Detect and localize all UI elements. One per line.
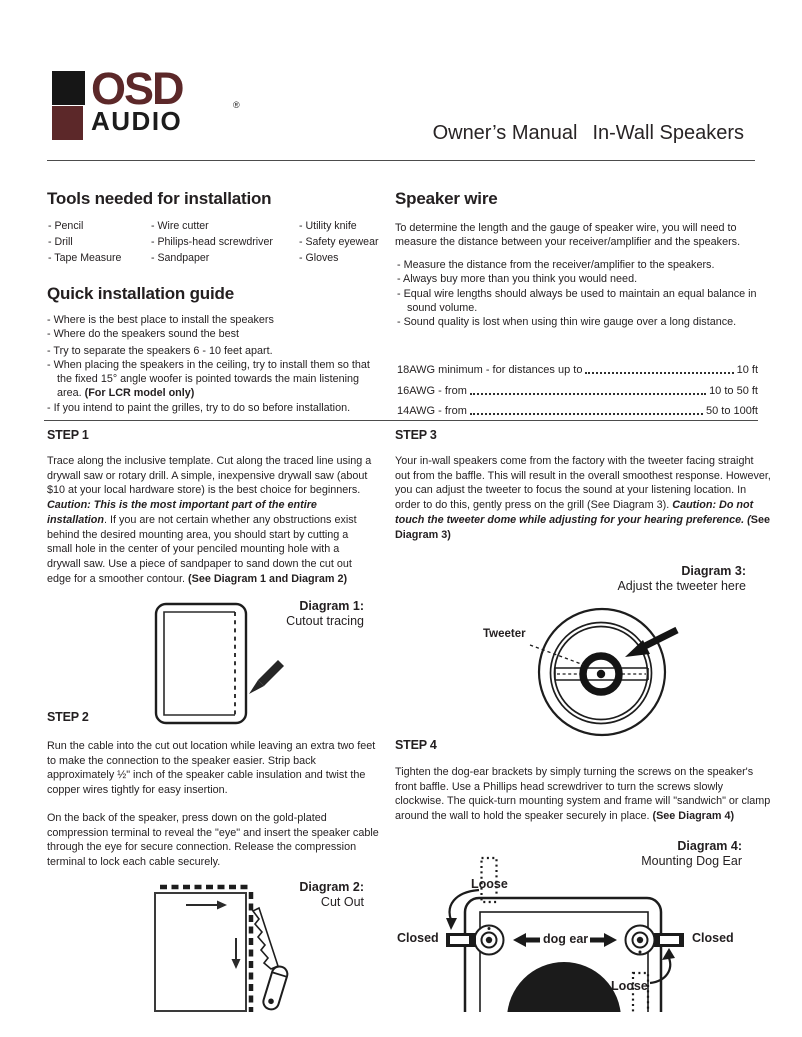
awg-label: 18AWG minimum - for distances up to (397, 364, 583, 377)
page-title (433, 122, 744, 145)
drywall-saw-handle (262, 965, 290, 1012)
list-item: - Where do the speakers sound the best (47, 328, 240, 341)
tools-col-3 (299, 219, 389, 266)
tools-col-1 (48, 219, 151, 266)
tool-item: - Wire cutter (151, 220, 209, 232)
speaker-wire-heading: Speaker wire (395, 189, 498, 208)
right-screw-center (637, 937, 643, 943)
list-item: - Try to separate the speakers 6 - 10 feet apart. (47, 344, 273, 357)
awg-label: 14AWG - from (397, 405, 467, 418)
tool-item: - Sandpaper (151, 251, 210, 264)
logo-black-square (52, 71, 85, 105)
dotted-leader (470, 411, 703, 415)
diagram3-title: Diagram 3: (681, 564, 746, 578)
step1-heading: STEP 1 (47, 428, 89, 442)
awg-row (397, 376, 758, 396)
awg-row (397, 397, 758, 417)
dog-ear-arrow-right-head (604, 933, 617, 947)
arrowhead-right (217, 901, 227, 910)
logo-osd-text: OSD (91, 63, 183, 114)
quick-guide-heading: Quick installation guide (47, 284, 234, 303)
drywall-saw-blade (253, 908, 278, 969)
cutout-rectangle (155, 893, 246, 1011)
arrowhead-down (232, 959, 241, 969)
speaker-wire-intro: To determine the length and the gauge of speaker wire, you will need to measure the distance between your receiver/amplifier and the speakers. (395, 222, 741, 249)
dotted-leader (585, 370, 733, 374)
closed-label-right: Closed (692, 931, 734, 945)
tool-item: - Safety eyewear (299, 235, 379, 248)
step1-text: Trace along the inclusive template. Cut along the traced line using a drywall saw or rotary drill. A simple, inexpensive drywall saw (about $10 at your local hardware store) is the best choice for beginners. Caution: This is the most important part of the entire installation. If you are not certain whether any obstructions exist behind the desired mounting area, you should start by cutting a small hole in the center of your penciled mounting hole with a drywall saw. Use a piece of sandpaper to sand down the cut out edge for a smoother contour. (See Diagram 1 and Diagram 2) (47, 455, 372, 585)
dog-ear-label: dog ear (543, 932, 589, 946)
logo-maroon-square (52, 106, 83, 140)
loose-dog-ear-bottom (633, 973, 648, 1012)
tool-item: - Tape Measure (48, 251, 122, 264)
awg-table (397, 356, 758, 417)
step3-heading: STEP 3 (395, 428, 437, 442)
closed-tab-right-slot (660, 936, 679, 944)
loose-label-top: Loose (471, 877, 508, 891)
closed-tab-left-slot (450, 936, 469, 944)
page-title-right: In-Wall Speakers (592, 122, 744, 144)
diagram1-title: Diagram 1: (299, 599, 364, 613)
template-inner-outline (164, 612, 235, 715)
section-divider (44, 420, 758, 421)
diagram3-caption: Adjust the tweeter here (617, 579, 746, 593)
awg-value: 50 to 100ft (706, 405, 758, 418)
tool-item: - Pencil (48, 220, 84, 232)
diagram2-cut-out-figure (148, 878, 313, 1018)
tool-item: - Philips-head screwdriver (151, 235, 273, 248)
dotted-leader (470, 391, 706, 395)
template-outer-frame (156, 604, 246, 723)
logo-squares (52, 71, 85, 140)
woofer (507, 962, 621, 1012)
awg-value: 10 to 50 ft (709, 384, 758, 397)
loose-label-bottom: Loose (611, 979, 648, 993)
diagram3-label (584, 564, 746, 594)
step2-heading: STEP 2 (47, 710, 89, 724)
tool-item: - Utility knife (299, 220, 357, 232)
registered-mark: ® (233, 100, 240, 110)
osd-audio-logo (52, 63, 240, 140)
speaker-wire-bullets (397, 258, 769, 329)
step2-paragraph-2: On the back of the speaker, press down on the gold-plated compression terminal to reveal the "eye" and insert the speaker cable through the eye for secure connection. Release the compression terminal to lock each cable securely. (47, 811, 379, 868)
list-item: - Measure the distance from the receiver/amplifier to the speakers. (397, 259, 715, 271)
right-screw-dot (639, 951, 642, 954)
saw-handle-body (262, 965, 290, 1012)
list-item: - Equal wire lengths should always be used to maintain an equal balance in sound volume. (397, 287, 757, 314)
diagram2-caption: Cut Out (320, 895, 364, 909)
logo-audio-text: AUDIO (91, 106, 183, 136)
tool-item: - Gloves (299, 251, 339, 264)
list-item: - Always buy more than you think you would need. (397, 273, 638, 286)
tools-list (48, 219, 389, 266)
awg-label: 16AWG - from (397, 384, 467, 397)
awg-value: 10 ft (736, 364, 758, 377)
awg-row (397, 356, 758, 376)
diagram1-cutout-tracing-figure (148, 598, 298, 732)
tools-col-2 (151, 219, 299, 266)
step4-text: Tighten the dog-ear brackets by simply turning the screws on the speaker's front baffle. Use a Phillips head screwdriver to turn the screws slowly clockwise. The quick-turn mounting system and frame will "sandwich" or clamp around the wall to hold the speaker securely in place. (See Diagram 4) (395, 766, 771, 823)
step2-text (47, 739, 383, 870)
rotate-arrow-bottom-head (662, 948, 675, 960)
page-title-left: Owner’s Manual (432, 122, 578, 144)
step3-text: Your in-wall speakers come from the factory with the tweeter facing straight out from the baffle. This will result in the overall smoothest response. However, you can adjust the tweeter to focus the sound at your listening location. In order to do this, gently press on the grill (See Diagram 3). Caution: Do not touch the tweeter dome while adjusting for your hearing preference. (See Diagram 3) (395, 455, 771, 541)
tool-item: - Drill (48, 235, 73, 248)
step2-paragraph-1: Run the cable into the cut out location while leaving an extra two feet to make the connection to the speaker easier. Strip back approximately ½" inch of the speaker cable insulation and twist the copper wires tightly for easy insertion. (47, 740, 376, 797)
list-item: - If you intend to paint the grilles, try to do so before installation. (47, 401, 351, 414)
pencil-body (261, 663, 281, 683)
closed-label-left: Closed (397, 931, 439, 945)
tweeter-label: Tweeter (483, 628, 526, 640)
list-item: - When placing the speakers in the ceiling, try to install them so that the fixed 15° angle woofer is pointed towards the main listening area. (For LCR model only) (47, 358, 370, 400)
tools-heading: Tools needed for installation (47, 189, 272, 208)
left-screw-dot (488, 927, 491, 930)
loose-dog-ear-top (482, 858, 497, 902)
diagram2-title: Diagram 2: (299, 880, 364, 894)
list-item: - Where is the best place to install the speakers (47, 314, 274, 326)
rotate-arrow-top-head (446, 918, 457, 930)
list-item: - Sound quality is lost when using thin wire gauge over a long distance. (397, 316, 737, 329)
left-screw-center (486, 937, 492, 943)
diagram4-caption: Mounting Dog Ear (641, 854, 742, 868)
header-divider (47, 160, 755, 161)
diagram3-tweeter-figure (480, 602, 710, 747)
quick-guide-list (47, 313, 381, 415)
tweeter-center-dot (597, 670, 605, 678)
dog-ear-arrow-left-head (513, 933, 526, 947)
logo-text (91, 63, 240, 140)
diagram4-dog-ear-figure (390, 856, 750, 1012)
step4-heading: STEP 4 (395, 738, 437, 752)
diagram1-caption: Cutout tracing (286, 614, 364, 628)
diagram4-title: Diagram 4: (677, 839, 742, 853)
